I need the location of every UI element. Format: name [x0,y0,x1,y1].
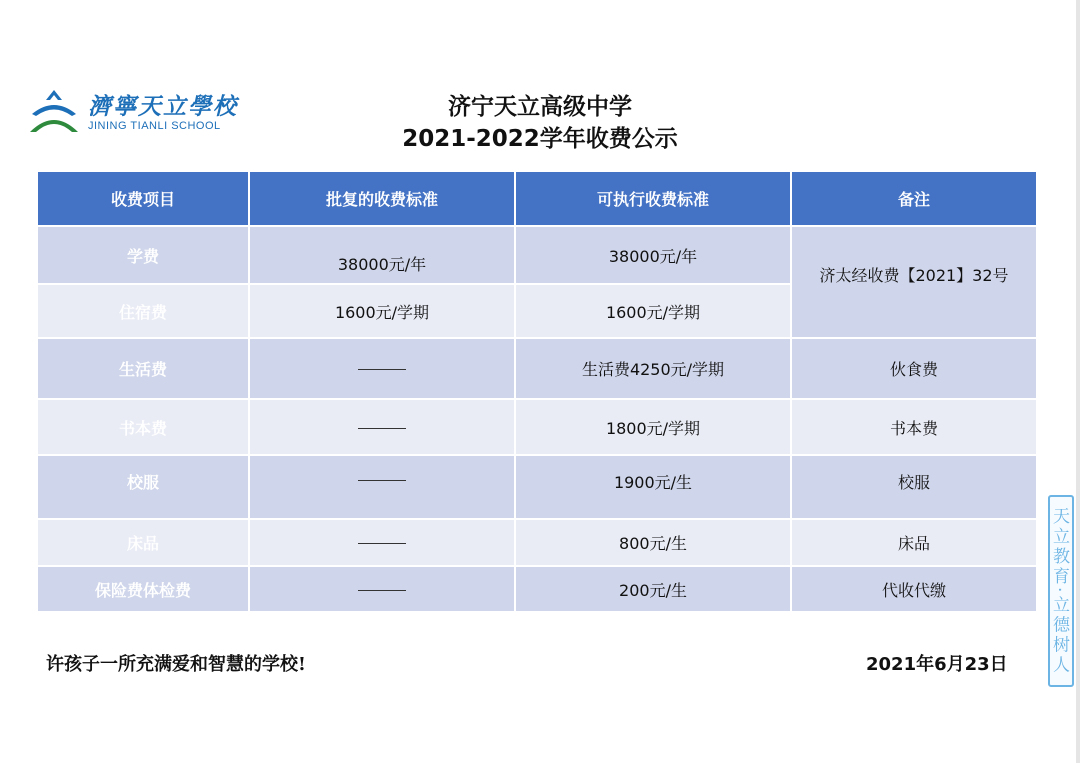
approved-cell: 38000元/年 [249,226,515,284]
school-slogan: 许孩子一所充满爱和智慧的学校! [46,654,306,675]
approved-cell [249,399,515,455]
note-cell: 校服 [791,455,1037,519]
approved-cell [249,519,515,566]
fee-item-cell: 保险费体检费 [37,566,249,612]
approved-cell [249,338,515,399]
fee-item-cell: 学费 [37,226,249,284]
executable-cell: 1900元/生 [515,455,791,519]
fee-table [36,170,1038,613]
table-row [37,566,1037,612]
note-cell: 伙食费 [791,338,1037,399]
approved-cell [249,566,515,612]
table-row [37,399,1037,455]
fee-item-cell: 床品 [37,519,249,566]
approved-cell: 1600元/学期 [249,284,515,338]
logo-english-name: JINING TIANLI SCHOOL [88,120,221,132]
header-remarks: 备注 [791,171,1037,226]
executable-cell: 1600元/学期 [515,284,791,338]
page-edge [1076,0,1080,763]
note-cell: 代收代缴 [791,566,1037,612]
table-row [37,519,1037,566]
table-row [37,455,1037,519]
page-title: 济宁天立高级中学 [448,94,632,120]
header-approved-standard: 批复的收费标准 [249,171,515,226]
fee-item-cell: 住宿费 [37,284,249,338]
header-fee-item: 收费项目 [37,171,249,226]
school-logo [28,86,258,140]
dash-mark [358,590,406,591]
approved-cell [249,455,515,519]
dash-mark [358,369,406,370]
fee-item-cell: 生活费 [37,338,249,399]
dash-mark [358,543,406,544]
note-cell: 济太经收费【2021】32号 [791,226,1037,338]
table-row [37,338,1037,399]
dash-mark [358,428,406,429]
dash-mark [358,480,406,481]
fee-item-cell: 书本费 [37,399,249,455]
school-roof-logo-icon [28,88,80,136]
executable-cell: 生活费4250元/学期 [515,338,791,399]
table-row [37,226,1037,284]
note-cell: 床品 [791,519,1037,566]
executable-cell: 200元/生 [515,566,791,612]
logo-chinese-name: 濟寧天立學校 [88,93,238,120]
executable-cell: 1800元/学期 [515,399,791,455]
executable-cell: 800元/生 [515,519,791,566]
header-executable-standard: 可执行收费标准 [515,171,791,226]
publication-date: 2021年6月23日 [866,654,1008,675]
side-stamp: 天立教育·立德树人 [1048,495,1074,687]
fee-item-cell: 校服 [37,455,249,519]
table-header-row [37,171,1037,226]
page-subtitle: 2021-2022学年收费公示 [402,126,678,152]
note-cell: 书本费 [791,399,1037,455]
executable-cell: 38000元/年 [515,226,791,284]
